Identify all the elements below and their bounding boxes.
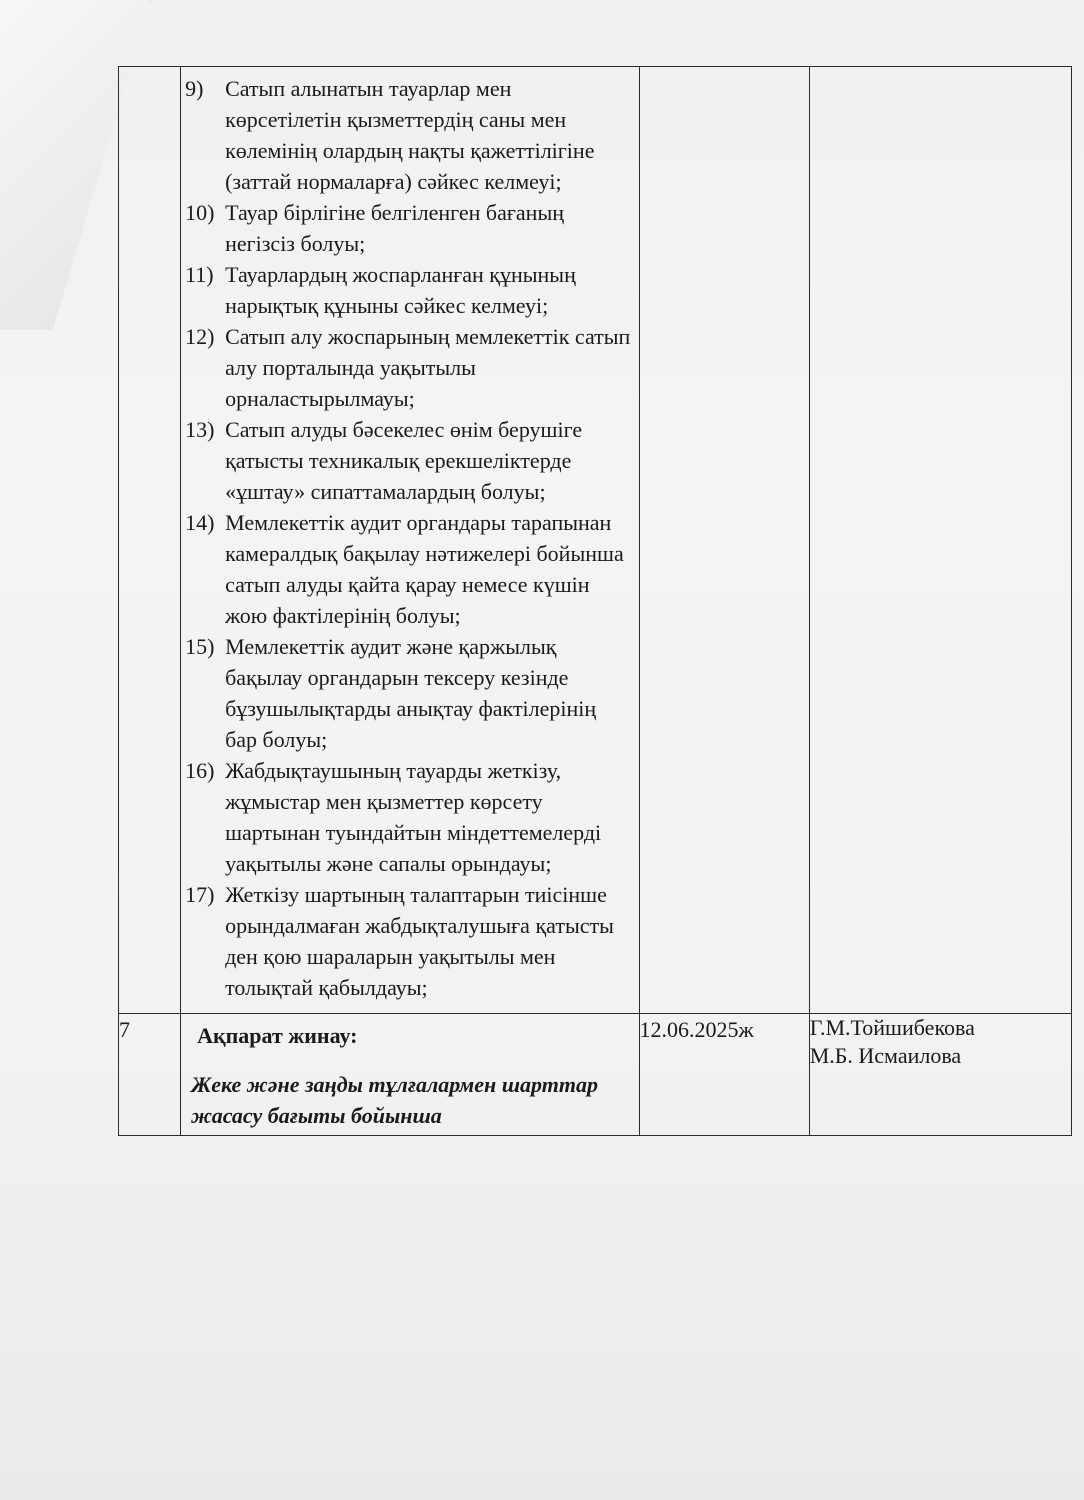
responsible-person: Г.М.Тойшибекова [809, 1015, 975, 1040]
measures-cell [181, 67, 639, 1014]
list-item-number: 17) [185, 882, 215, 907]
list-item-text: Тауар бірлігіне белгіленген бағаның негізсіз болуы; [225, 200, 564, 256]
plan-table [118, 66, 1072, 1136]
list-item-text: Сатып алынатын тауарлар мен көрсетілетін қызметтердің саны мен көлемінің олардың нақты қажеттілігіне (заттай нормаларға) сәйкес келмеуі; [225, 76, 595, 194]
list-item [185, 197, 630, 259]
list-item-number: 11) [185, 262, 214, 287]
list-item [185, 879, 630, 1003]
list-item-text: Тауарлардың жоспарланған құнының нарықтық құныны сәйкес келмеуі; [225, 262, 576, 318]
section-title: Ақпарат жинау: [197, 1023, 358, 1048]
list-item-number: 12) [185, 324, 215, 349]
list-item-text: Сатып алуды бәсекелес өнім берушіге қатысты техникалық ерекшеліктерде «ұштау» сипаттамалардың болуы; [225, 417, 583, 504]
deadline-date: 12.06.2025ж [639, 1014, 809, 1136]
responsible-person: М.Б. Исмаилова [809, 1043, 962, 1068]
table-row [119, 1014, 1072, 1136]
list-item-text: Жабдықтаушының тауарды жеткізу, жұмыстар мен қызметтер көрсету шартынан туындайтын міндеттемелерді уақытылы және сапалы орындауы; [225, 758, 602, 876]
list-item [185, 631, 630, 755]
list-item-number: 14) [185, 510, 215, 535]
list-item-text: Мемлекеттік аудит және қаржылық бақылау органдарын тексеру кезінде бұзушылықтарды анықтау фактілерінің бар болуы; [225, 634, 597, 752]
list-item-number: 13) [185, 417, 215, 442]
table-row [119, 67, 1072, 1014]
section-subtitle: Жеке және заңды тұлғалармен шарттар жасасу бағыты бойынша [191, 1072, 598, 1128]
list-item-number: 10) [185, 200, 215, 225]
list-item-number: 15) [185, 634, 215, 659]
responsible-cell [809, 67, 1071, 1014]
list-item-number: 9) [185, 76, 204, 101]
list-item-text: Сатып алу жоспарының мемлекеттік сатып алу порталында уақытылы орналастырылмауы; [225, 324, 631, 411]
list-item-text: Мемлекеттік аудит органдары тарапынан камералдық бақылау нәтижелері бойынша сатып алуды қайта қарау немесе күшін жою фактілерінің болуы; [225, 510, 624, 628]
list-item [185, 73, 630, 197]
row-number-cell [119, 67, 181, 1014]
section-cell [181, 1014, 639, 1136]
list-item-number: 16) [185, 758, 215, 783]
list-item-text: Жеткізу шартының талаптарын тиісінше орындалмаған жабдықталушыға қатысты ден қою шараларын уақытылы мен толықтай қабылдауы; [225, 882, 614, 1000]
risk-list [181, 67, 638, 1013]
list-item [185, 507, 630, 631]
date-cell [639, 67, 809, 1014]
row-number: 7 [119, 1014, 181, 1136]
list-item [185, 259, 630, 321]
responsible-persons [809, 1014, 1071, 1136]
list-item [185, 755, 630, 879]
list-item [185, 321, 631, 414]
list-item [185, 414, 630, 507]
